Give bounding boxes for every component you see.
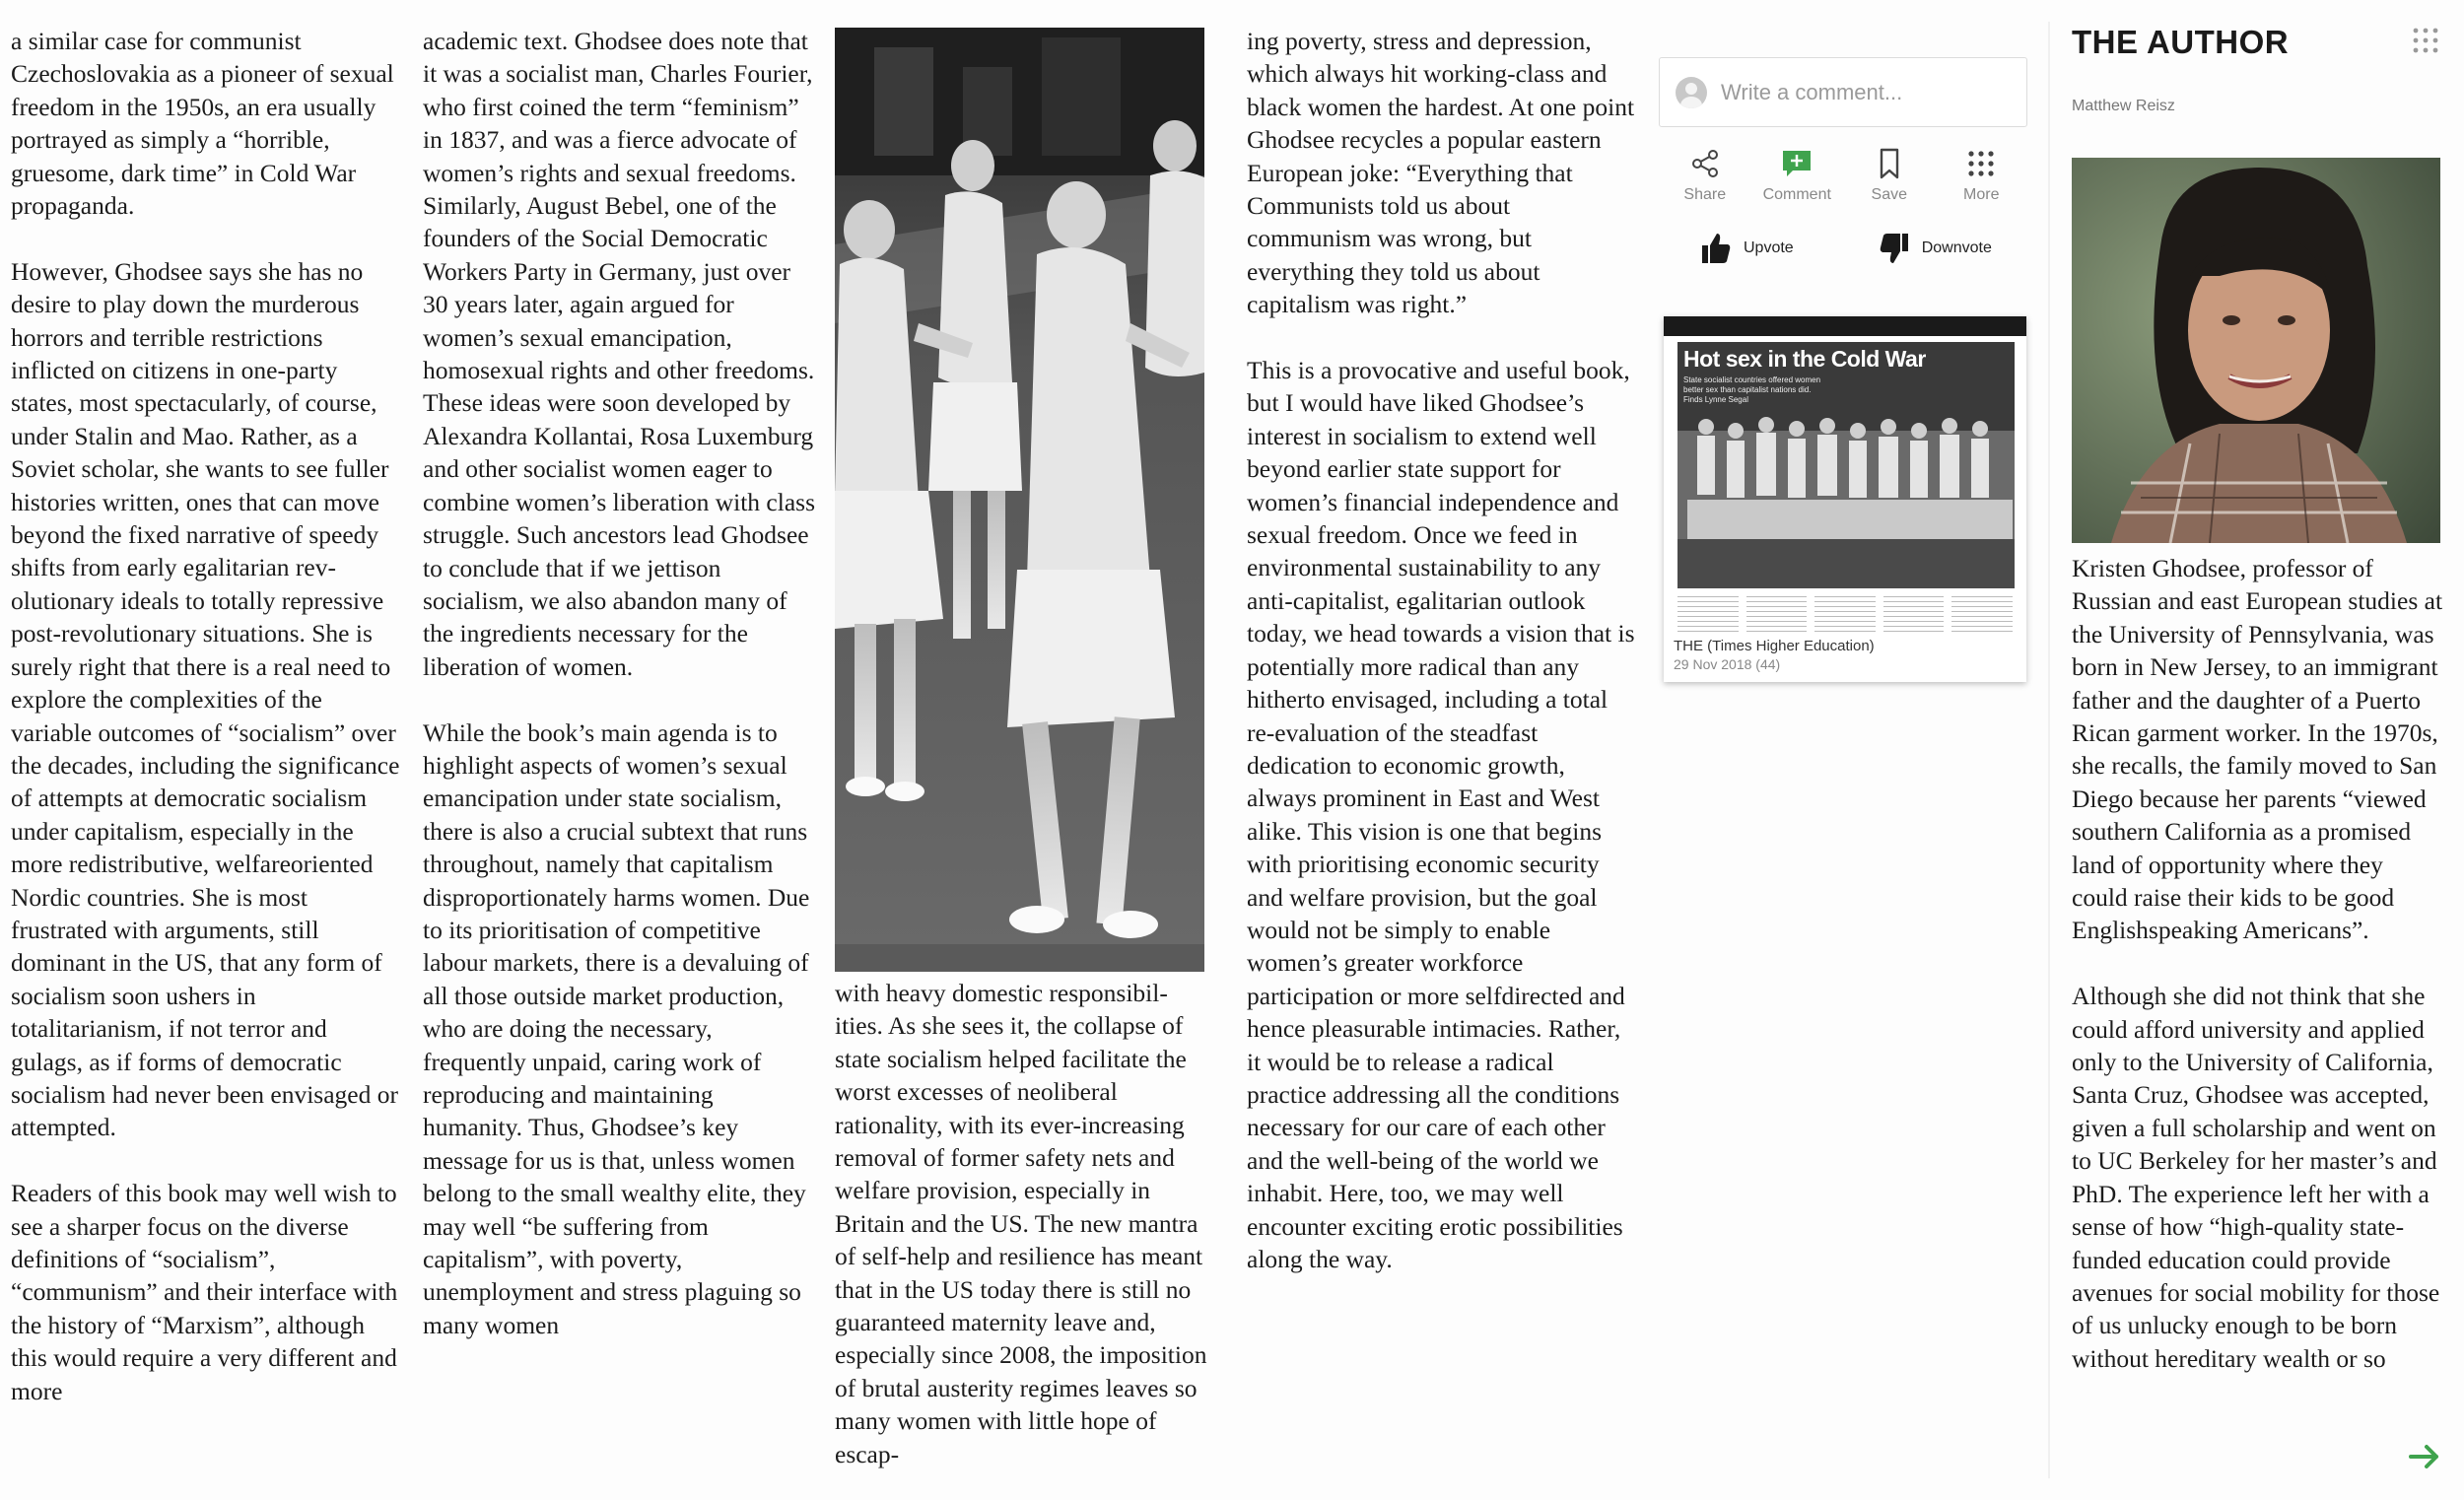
article-column-2 xyxy=(423,25,817,1375)
next-arrow-icon[interactable] xyxy=(2407,1439,2442,1474)
portrait-illustration xyxy=(2072,158,2440,543)
comment-plus-icon xyxy=(1780,147,1814,180)
paragraph: Although she did not think that she could afford university and applied only to the University of California, Santa Cruz, Ghodsee was accepted, given a full scholarship and went on to UC Berkeley for her master’s and PhD. The experience left her with a sense of how “high-quality state-funded education could provide avenues for social mobility for those of us unlucky enough to be born without hereditary wealth or so xyxy=(2072,982,2440,1373)
paragraph: a similar case for communist Czechoslovakia as a pioneer of sexual freedom in the 1950s, an era usually portrayed as simply a “horrible, gruesome, dark time” in Cold War propaganda. xyxy=(11,27,394,221)
photo-illustration xyxy=(835,28,1204,972)
thumbs-down-icon xyxy=(1879,232,1910,265)
save-button[interactable] xyxy=(1843,147,1936,204)
action-bar xyxy=(1659,147,2027,204)
paragraph: While the book’s main agenda is to highlight aspects of women’s sexual emancipation under state socialism, there is also a crucial subtext that runs throughout, namely that capitalism disproportionately harms women. Due to its prioritisation of competitive labour markets, there is a devaluing of all those outside market production, who are doing the necessary, frequently unpaid, caring work of reproducing and maintaining humanity. Thus, Ghodsee’s key message for us is that, unless women belong to the small wealthy elite, they may well “be suffering from capitalism”, with poverty, unemployment and stress plaguing so many women xyxy=(423,717,810,1339)
article-column-3 xyxy=(835,977,1207,1500)
card-body-preview xyxy=(1677,594,2013,634)
upvote-label: Upvote xyxy=(1744,239,1794,256)
paragraph: Readers of this book may well wish to see a sharper focus on the diverse definitions of “socialism”, “communism” and their interface with the history of “Marxism”, although this would require a very different and more xyxy=(11,1179,398,1405)
comment-input[interactable] xyxy=(1659,57,2027,127)
more-label: More xyxy=(1963,186,2000,203)
paragraph: This is a provocative and useful book, but I would have liked Ghodsee’s interest in socialism to extend well beyond earlier state support for women’s financial independence and sexual freedom. Once we feed in environmental sustainability to any anti-capitalist, egalitarian outlook today, we head towards a vision that is potentially more radical than any hitherto envisaged, including a total re-evaluation of the steadfast dedication to economic growth, always prominent in East and West alike. This vision is one that begins with prioritising economic security and welfare provision, but the goal would not be simply to enable women’s greater workforce participation or more selfdirected and hence pleasurable intimacies. Rather, it would be to release a radical practice addressing all the conditions necessary for our care of each other and the well-being of the world we inhabit. Here, too, we may well encounter exciting erotic possibilities along the way. xyxy=(1247,356,1635,1274)
article-column-1 xyxy=(11,25,405,1440)
apps-grid-icon[interactable] xyxy=(2411,26,2440,55)
thumbs-up-icon xyxy=(1700,232,1732,265)
downvote-label: Downvote xyxy=(1921,239,1992,256)
share-icon xyxy=(1688,147,1722,180)
paragraph: However, Ghodsee says she has no desire to play down the murderous horrors and terrible restrictions inflicted on citizens in one-party states, most spectacularly, of course, under Stalin and Mao. Rather, as a Soviet scholar, she wants to see fuller histories written, ones that can move beyond the fixed narrative of speedy shifts from early egalitarian revolutionary ideals to totally repressive post-revolutionary situations. She is surely right that there is a real need to explore the complexities of the variable outcomes of “socialism” over the decades, including the significance of attempts at democratic socialism under capitalism, especially in the more redistributive, welfareoriented Nordic countries. She is most frustrated with arguments, still dominant in the US, that any form of socialism soon ushers in totalitarianism, if not terror and gulags, as if forms of democratic socialism had never been envisaged or attempted. xyxy=(11,256,400,1142)
card-source: THE (Times Higher Education) xyxy=(1674,638,1875,654)
user-avatar-icon xyxy=(1676,77,1707,108)
author-bio xyxy=(2072,552,2444,1408)
byline: Matthew Reisz xyxy=(2072,98,2175,114)
paragraph: with heavy domestic responsibilities. As she sees it, the collapse of state socialism helped facilitate the worst excesses of neoliberal rationality, with its ever-increasing removal of former safety nets and welfare provision, especially in Britain and the US. The new mantra of self-help and resilience has meant that in the US today there is still no guaranteed maternity leave and, especially since 2008, the imposition of brutal austerity regimes leaves so many women with little hope of escap- xyxy=(835,979,1207,1468)
card-thumbnail xyxy=(1677,342,2015,588)
comment-placeholder: Write a comment... xyxy=(1721,79,1903,104)
article-photo-marching-women xyxy=(835,28,1204,972)
linked-article-card[interactable] xyxy=(1664,316,2026,682)
author-heading: THE AUTHOR xyxy=(2072,24,2290,60)
share-label: Share xyxy=(1683,186,1727,203)
upvote-button[interactable] xyxy=(1700,232,1794,265)
save-label: Save xyxy=(1871,186,1907,203)
card-subhead: State socialist countries offered women better sex than capitalist nations did. Finds Lynne Segal xyxy=(1683,375,1821,404)
article-column-4 xyxy=(1247,25,1636,1309)
comment-label: Comment xyxy=(1762,186,1831,203)
share-button[interactable] xyxy=(1659,147,1751,204)
author-portrait xyxy=(2072,158,2440,543)
paragraph: Kristen Ghodsee, professor of Russian and east European studies at the University of Pennsylvania, was born in New Jersey, to an immigrant father and the daughter of a Puerto Rican garment worker. In the 1970s, she recalls, the family moved to San Diego because her parents “viewed southern California as a promised land of opportunity where they could raise their kids to be good Englishspeaking Americans”. xyxy=(2072,554,2443,945)
vote-bar xyxy=(1659,232,2027,265)
column-divider xyxy=(2048,22,2050,1478)
more-button[interactable] xyxy=(1936,147,2028,204)
paragraph: academic text. Ghodsee does note that it was a socialist man, Charles Fourier, who first coined the term “feminism” in 1837, and was a fierce advocate of women’s rights and sexual freedoms. Similarly, August Bebel, one of the founders of the Social Democratic Workers Party in Germany, just over 30 years later, again argued for women’s sexual emancipation, homosexual rights and other freedoms. These ideas were soon developed by Alexandra Kollantai, Rosa Luxemburg and other socialist women eager to combine women’s liberation with class struggle. Such ancestors lead Ghodsee to conclude that if we jettison socialism, we also abandon many of the ingredients necessary for the liberation of women. xyxy=(423,27,816,681)
paragraph: ing poverty, stress and depression, which always hit working-class and black women the hardest. At one point Ghodsee recycles a popular eastern European joke: “Everything that Communists told us about communism was wrong, but everything they told us about capitalism was right.” xyxy=(1247,27,1635,319)
bookmark-icon xyxy=(1873,147,1906,180)
social-panel xyxy=(1659,57,2027,265)
card-meta: 29 Nov 2018 (44) xyxy=(1674,656,1781,672)
more-grid-icon xyxy=(1964,147,1998,180)
downvote-button[interactable] xyxy=(1879,232,1992,265)
comment-button[interactable] xyxy=(1751,147,1844,204)
card-top-bar xyxy=(1664,316,2026,336)
card-headline: Hot sex in the Cold War xyxy=(1683,346,1926,372)
